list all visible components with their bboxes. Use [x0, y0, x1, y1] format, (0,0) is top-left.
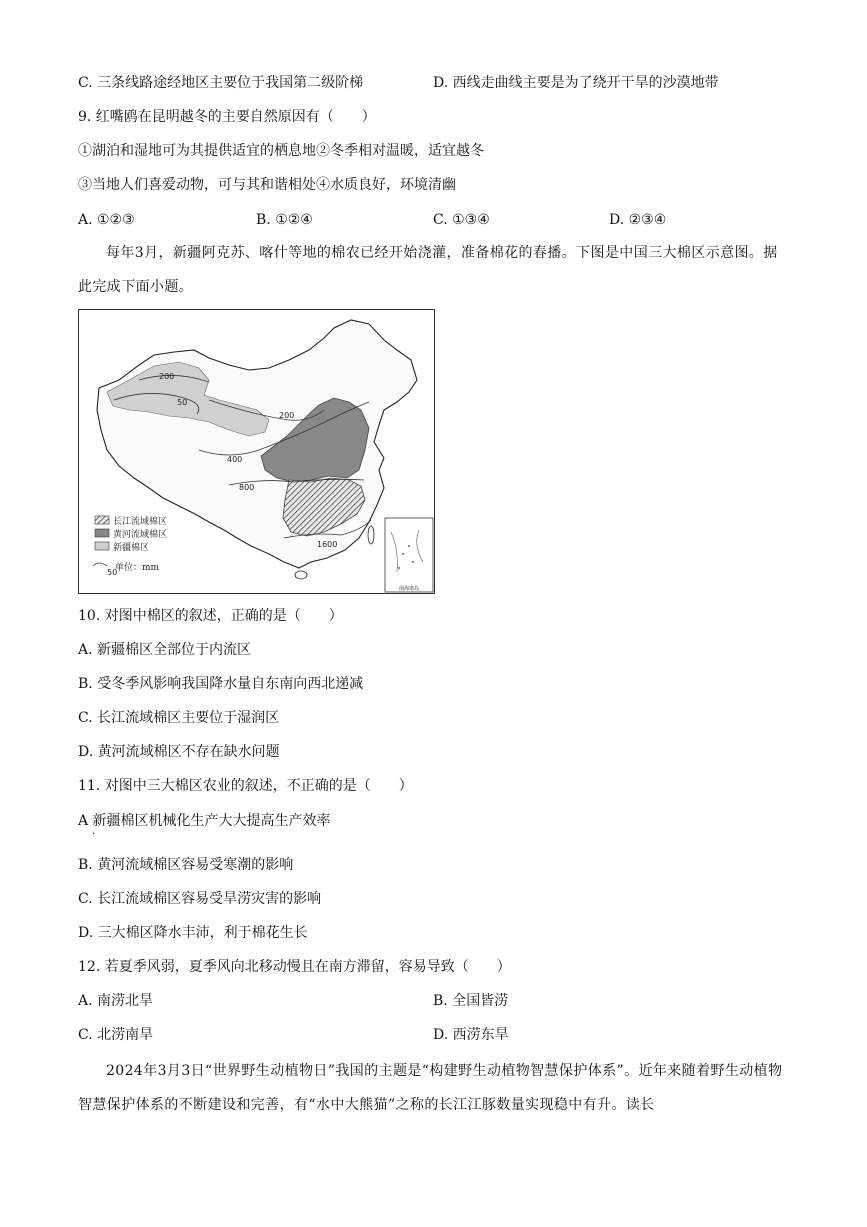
legend-isohyet-sample — [93, 563, 107, 566]
hainan-island — [295, 571, 307, 579]
legend-swatch-yellow-river — [95, 529, 109, 537]
q11-option-a: A 新疆棉区机械化生产大大提高生产效率 — [78, 813, 331, 829]
isohyet-label-400: 400 — [227, 455, 243, 464]
q11-option-d: D. 三大棉区降水丰沛，利于棉花生长 — [78, 925, 308, 941]
legend-swatch-yangtze — [95, 516, 109, 524]
q9-stem: 9. 红嘴鸥在昆明越冬的主要自然原因有（ ） — [78, 109, 376, 125]
isohyet-label-200-east: 200 — [279, 411, 295, 420]
q12-option-d: D. 西涝东旱 — [433, 1027, 509, 1043]
q9-statement-line-1: ①湖泊和湿地可为其提供适宜的栖息地②冬季相对温暖，适宜越冬 — [78, 143, 484, 159]
legend-label-xinjiang: 新疆棉区 — [113, 543, 150, 553]
q9-option-a: A. ①②③ — [78, 212, 135, 228]
q10-stem: 10. 对图中棉区的叙述，正确的是（ ） — [78, 608, 343, 624]
cotton-region-map — [78, 309, 435, 594]
inset-label: 南海诸岛 — [399, 586, 420, 592]
q11-option-a-dot: · — [92, 829, 96, 840]
q12-stem: 12. 若夏季风弱，夏季风向北移动慢且在南方滞留，容易导致（ ） — [78, 959, 511, 975]
taiwan-island — [368, 526, 374, 544]
q8-option-d: D. 西线走曲线主要是为了绕开干旱的沙漠地带 — [433, 75, 719, 91]
legend-unit: 单位：mm — [115, 563, 160, 573]
isohyet-label-1600: 1600 — [317, 540, 338, 549]
passage-cotton: 每年3月，新疆阿克苏、喀什等地的棉农已经开始浇灌，准备棉花的春播。下图是中国三大棉区示意图。据此完成下面小题。 — [78, 245, 778, 295]
q9-option-c: C. ①③④ — [433, 212, 490, 228]
legend-label-yangtze: 长江流域棉区 — [113, 517, 168, 527]
q9-option-b: B. ①②④ — [256, 212, 313, 228]
q10-option-b: B. 受冬季风影响我国降水量自东南向西北递减 — [78, 676, 364, 692]
legend-swatch-xinjiang — [95, 542, 109, 550]
passage-wildlife: 2024年3月3日“世界野生动植物日”我国的主题是“构建野生动植物智慧保护体系”。近年来随着野生动植物智慧保护体系的不断建设和完善，有“水中大熊猫”之称的长江江豚数量实现稳中有升。读长 — [78, 1063, 783, 1113]
q11-option-c: C. 长江流域棉区容易受旱涝灾害的影响 — [78, 891, 322, 907]
isohyet-label-50: 50 — [177, 398, 188, 407]
q12-option-b: B. 全国皆涝 — [433, 993, 509, 1009]
q10-option-d: D. 黄河流域棉区不存在缺水问题 — [78, 744, 280, 760]
map-svg — [79, 310, 436, 595]
q12-option-c: C. 北涝南旱 — [78, 1027, 154, 1043]
q10-option-a: A. 新疆棉区全部位于内流区 — [78, 642, 252, 658]
q9-option-d: D. ②③④ — [609, 212, 667, 228]
q11-option-b: B. 黄河流域棉区容易受寒潮的影响 — [78, 857, 294, 873]
isohyet-label-800: 800 — [239, 483, 255, 492]
q12-option-a: A. 南涝北旱 — [78, 993, 154, 1009]
isohyet-label-200-west: 200 — [159, 372, 175, 381]
q8-option-c: C. 三条线路途经地区主要位于我国第二级阶梯 — [78, 75, 364, 91]
q9-statement-line-2: ③当地人们喜爱动物，可与其和谐相处④水质良好，环境清幽 — [78, 177, 456, 193]
legend-label-yellow-river: 黄河流域棉区 — [113, 530, 168, 540]
legend-isohyet-value: 50 — [107, 568, 118, 577]
south-sea-inset — [385, 518, 433, 592]
q10-option-c: C. 长江流域棉区主要位于湿润区 — [78, 710, 280, 726]
q11-stem: 11. 对图中三大棉区农业的叙述，不正确的是（ ） — [78, 778, 413, 794]
